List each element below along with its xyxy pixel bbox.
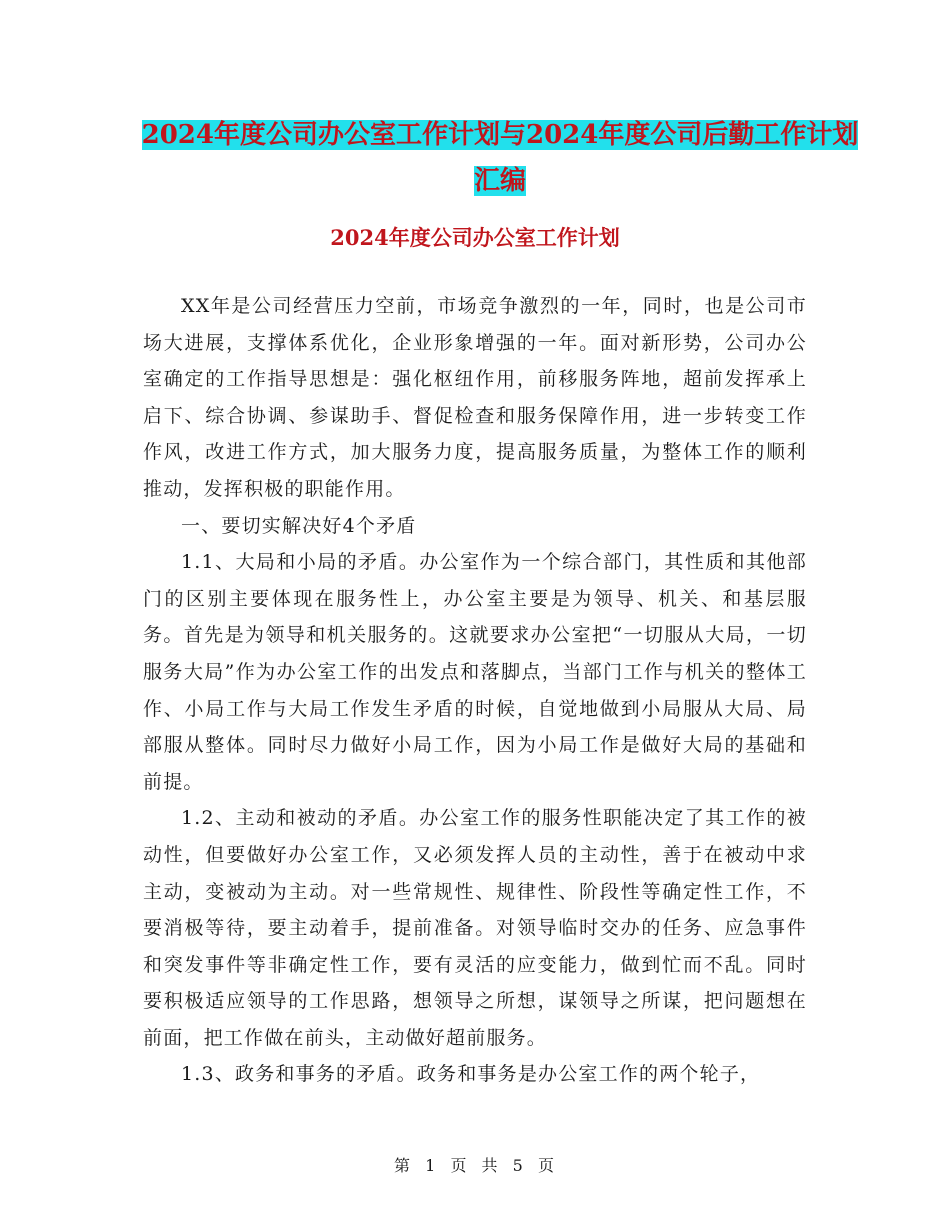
footer-current-page: 1 — [425, 1156, 438, 1175]
footer-label-total: 共 — [481, 1156, 500, 1175]
title-highlight: 2024年度公司办公室工作计划与2024年度公司后勤工作计划汇编 — [141, 120, 859, 196]
footer-label-unit: 页 — [450, 1156, 469, 1175]
body-text — [143, 288, 807, 1093]
page-footer — [0, 1153, 950, 1176]
paragraph-1-2: 1.2、主动和被动的矛盾。办公室工作的服务性职能决定了其工作的被动性，但要做好办公室工作，又必须发挥人员的主动性，善于在被动中求主动，变被动为主动。对一些常规性、规律性、阶段性等确定性工作，不要消极等待，要主动着手，提前准备。对领导临时交办的任务、应急事件和突发事件等非确定性工作，要有灵活的应变能力，做到忙而不乱。同时要积极适应领导的工作思路，想领导之所想，谋领导之所谋，把问题想在前面，把工作做在前头，主动做好超前服务。 — [143, 807, 807, 1049]
document-title — [140, 112, 860, 204]
paragraph-1-3: 1.3、政务和事务的矛盾。政务和事务是办公室工作的两个轮子， — [181, 1063, 761, 1086]
paragraph-intro: XX年是公司经营压力空前，市场竞争激烈的一年，同时，也是公司市场大进展，支撑体系优化，企业形象增强的一年。面对新形势，公司办公室确定的工作指导思想是：强化枢纽作用，前移服务阵地，超前发挥承上启下、综合协调、参谋助手、督促检查和服务保障作用，进一步转变工作作风，改进工作方式，加大服务力度，提高服务质量，为整体工作的顺利推动，发挥积极的职能作用。 — [143, 295, 807, 500]
footer-label-page: 第 — [394, 1156, 413, 1175]
paragraph-1-1: 1.1、大局和小局的矛盾。办公室作为一个综合部门，其性质和其他部门的区别主要体现在服务性上，办公室主要是为领导、机关、和基层服务。首先是为领导和机关服务的。这就要求办公室把“一切服从大局，一切服务大局”作为办公室工作的出发点和落脚点，当部门工作与机关的整体工作、小局工作与大局工作发生矛盾的时候，自觉地做到小局服从大局、局部服从整体。同时尽力做好小局工作，因为小局工作是做好大局的基础和前提。 — [143, 551, 807, 793]
paragraph-heading-1: 一、要切实解决好4个矛盾 — [181, 514, 417, 537]
section-title: 2024年度公司办公室工作计划 — [330, 225, 620, 250]
footer-total-pages: 5 — [512, 1156, 525, 1175]
footer-label-unit2: 页 — [537, 1156, 556, 1175]
